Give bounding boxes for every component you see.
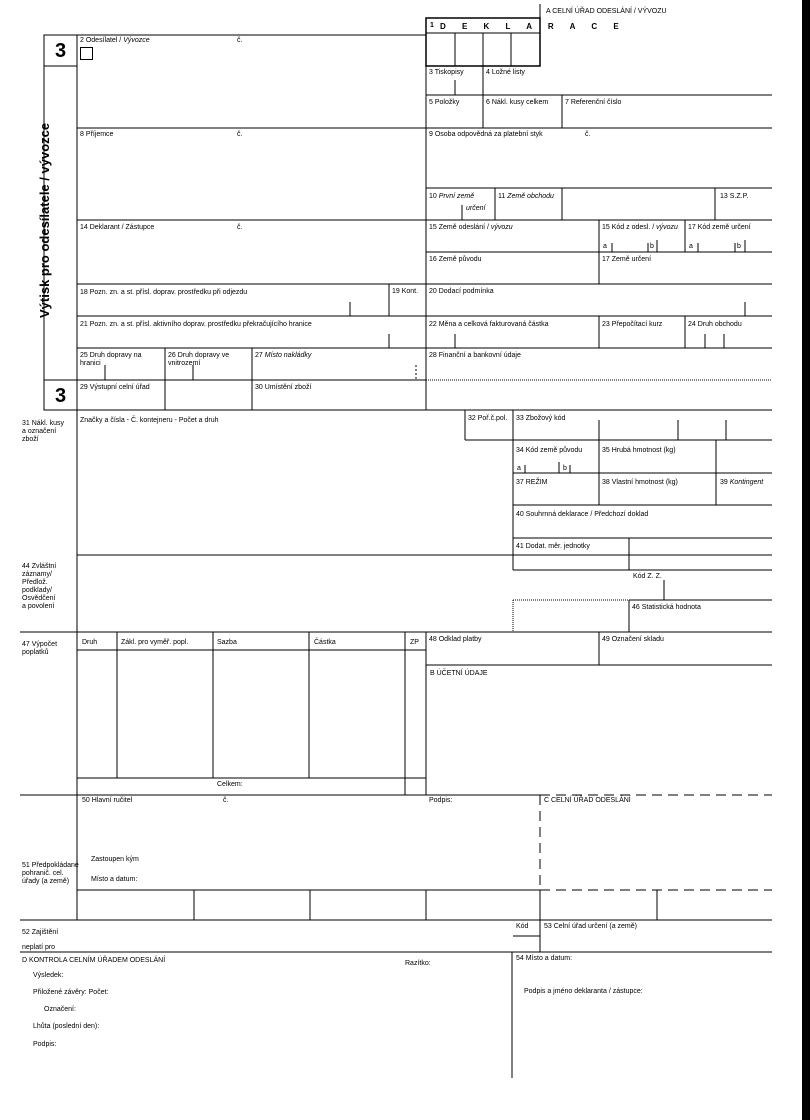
box-5-label: 5 Položky [429, 99, 460, 106]
box-27-label: 27 Místo nakládky [255, 352, 312, 359]
box-17a-sub-a: a [689, 243, 693, 250]
box-31-label: 31 Nákl. kusy a označení zboží [22, 420, 65, 443]
box-52-label: 52 Zajištění neplatí pro [22, 929, 59, 951]
box-37-label: 37 REŽIM [516, 479, 548, 486]
box-30-label: 30 Umístění zboží [255, 384, 312, 391]
box-17a-label: 17 Kód země určení [688, 224, 751, 231]
box-47-col-sazba: Sazba [217, 639, 237, 646]
box-47-col-druh: Druh [82, 639, 98, 646]
box-14-number-label: č. [237, 224, 243, 231]
box-39-label: 39 Kontingent [720, 479, 764, 486]
deadline-label: Lhůta (poslední den): [33, 1023, 100, 1030]
box-50-label: 50 Hlavní ručitel [82, 797, 133, 804]
box-14-label: 14 Deklarant / Zástupce [80, 224, 155, 231]
box-54-signature-label: Podpis a jméno deklaranta / zástupce: [524, 988, 643, 995]
box-8-number-label: č. [237, 131, 243, 138]
box-3-label: 3 Tiskopisy [429, 69, 464, 76]
box-19-label: 19 Kont. [392, 288, 419, 295]
box-47-col-castka: Částka [314, 639, 336, 646]
box-34-sub-b: b [563, 465, 567, 472]
box-b-label: B ÚČETNÍ ÚDAJE [430, 670, 488, 677]
box-22-label: 22 Měna a celková fakturovaná částka [429, 321, 549, 328]
box-15a-label: 15 Kód z odesl. / vývozu [602, 224, 678, 231]
box-34-sub-a: a [517, 465, 521, 472]
box-9-label: 9 Osoba odpovědná za platební styk [429, 131, 543, 138]
box-2-number-label: č. [237, 37, 243, 44]
kod-label: Kód [516, 923, 529, 930]
box-13-label: 13 S.Z.P. [720, 193, 749, 200]
signature-label: Podpis: [33, 1041, 57, 1048]
box-54-label: 54 Místo a datum: [516, 955, 573, 962]
box-38-label: 38 Vlastní hmotnost (kg) [602, 479, 678, 486]
box-31-description: Značky a čísla - Č. kontejneru - Počet a druh [80, 417, 219, 424]
box-47-col-zp: ZP [410, 639, 419, 646]
box-48-label: 48 Odklad platby [429, 636, 482, 643]
box-28-label: 28 Finanční a bankovní údaje [429, 352, 521, 359]
kod-zz-label: Kód Z. Z. [633, 573, 662, 580]
box-17-label: 17 Země určení [602, 256, 652, 263]
box-15-label: 15 Země odeslání / vývozu [429, 224, 513, 231]
box-29-label: 29 Výstupní celní úřad [80, 384, 150, 391]
box-53-label: 53 Celní úřad určení (a země) [544, 923, 637, 930]
box-32-label: 32 Poř.č.pol. [468, 415, 508, 422]
box-21-label: 21 Pozn. zn. a st. přísl. aktivního doprav. prostředku překračujícího hranice [80, 321, 312, 328]
box-18-label: 18 Pozn. zn. a st. přísl. doprav. prostředku při odjezdu [80, 289, 248, 296]
box-50-number-label: č. [223, 797, 229, 804]
box-23-label: 23 Přepočítací kurz [602, 321, 663, 328]
box-d-label: D KONTROLA CELNÍM ÚŘADEM ODESLÁNÍ [22, 957, 166, 964]
box-46-label: 46 Statistická hodnota [632, 604, 701, 611]
box-2-label: 2 Odesílatel / Vývozce [80, 37, 150, 44]
page-edge-bar [802, 0, 810, 1120]
side-title: Výtisk pro odesílatele / vývozce [37, 122, 52, 318]
box-4-label: 4 Ložné listy [486, 69, 525, 76]
box-7-label: 7 Referenční číslo [565, 99, 622, 106]
box-49-label: 49 Označení skladu [602, 636, 664, 643]
box-8-label: 8 Příjemce [80, 131, 114, 138]
box-34-label: 34 Kód země původu [516, 447, 583, 454]
box-33-label: 33 Zbožový kód [516, 415, 566, 422]
box-24-label: 24 Druh obchodu [688, 321, 742, 328]
box-9-number-label: č. [585, 131, 591, 138]
box-10-label-2: určení [466, 205, 486, 212]
box-25-label: 25 Druh dopravy na hranici [80, 352, 142, 367]
box-15a-sub-a: a [603, 243, 607, 250]
box-a-label: A CELNÍ ÚŘAD ODESLÁNÍ / VÝVOZU [546, 8, 667, 15]
box-6-label: 6 Nákl. kusy celkem [486, 99, 549, 106]
box-26-label: 26 Druh dopravy ve vnitrozemí [168, 352, 230, 367]
box-c-label: C CELNÍ ÚŘAD ODESLÁNÍ [544, 797, 631, 804]
place-date-label: Místo a datum: [91, 876, 138, 883]
box-15a-sub-b: b [650, 243, 654, 250]
box-16-label: 16 Země původu [429, 256, 482, 263]
stamp-label: Razítko: [405, 960, 431, 967]
box-10-label: 10 První země [429, 193, 475, 200]
form-number-top: 3 [55, 40, 67, 62]
box-11-label: 11 Země obchodu [498, 193, 554, 200]
box-47-label: 47 Výpočet poplatků [22, 641, 58, 656]
declaration-title: D E K L A R A C E [440, 22, 626, 31]
box-41-label: 41 Dodat. měr. jednotky [516, 543, 590, 550]
result-label: Výsledek: [33, 972, 64, 979]
box-35-label: 35 Hrubá hmotnost (kg) [602, 447, 676, 454]
represented-by-label: Zastoupen kým [91, 856, 139, 863]
seals-identification-label: Označení: [44, 1006, 76, 1013]
seals-count-label: Přiložené závěry: Počet: [33, 989, 109, 996]
box-47-col-zaklad: Zákl. pro vyměř. popl. [121, 639, 189, 646]
box-2-checkbox[interactable] [80, 47, 93, 60]
form-number-bottom: 3 [55, 385, 67, 407]
declaration-number: 1 [430, 22, 434, 29]
box-47-total-label: Celkem: [217, 781, 243, 788]
box-17a-sub-b: b [737, 243, 741, 250]
box-44-label: 44 Zvláštní záznamy/ Předlož. podklady/ Osvědčení a povolení [22, 563, 57, 610]
box-50-signature-label: Podpis: [429, 797, 453, 804]
box-20-label: 20 Dodací podmínka [429, 288, 494, 295]
box-51-label: 51 Předpokládané pohranič. cel. úřady (a země) [22, 862, 79, 885]
box-40-label: 40 Souhrnná deklarace / Předchozí doklad [516, 511, 649, 518]
